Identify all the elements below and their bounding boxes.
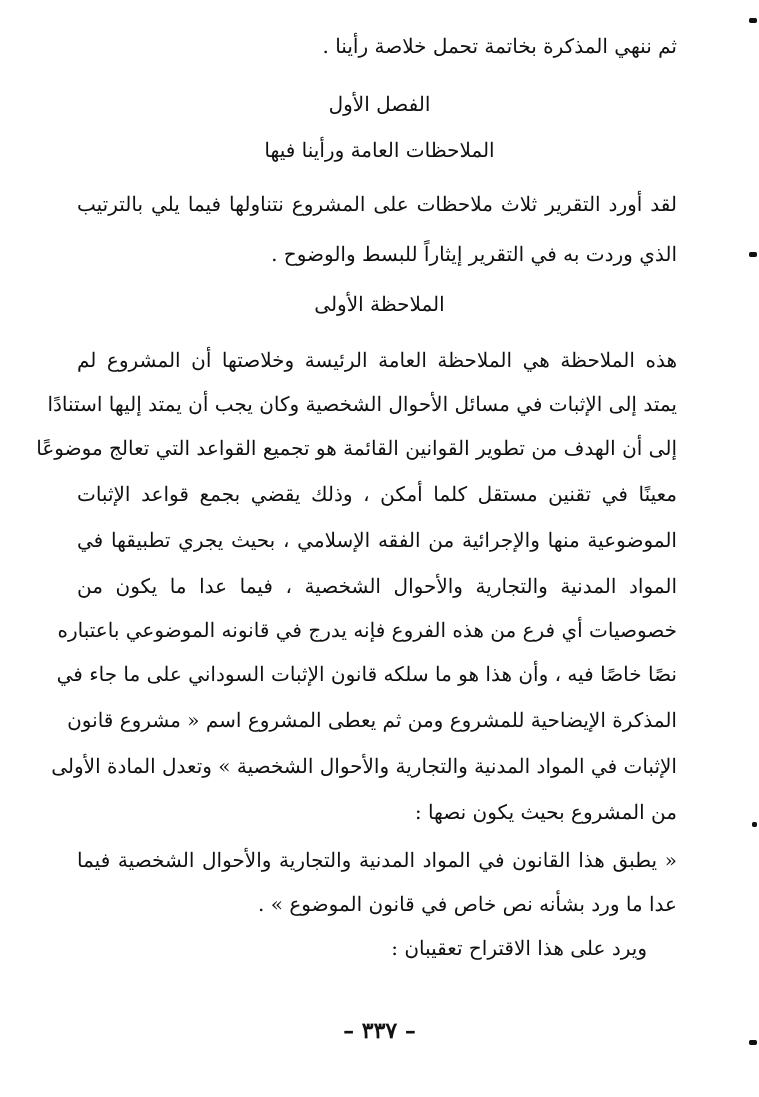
scan-mark [749, 252, 757, 257]
chapter-subtitle: الملاحظات العامة ورأينا فيها [264, 138, 495, 162]
scan-mark [749, 18, 757, 23]
section-title: الملاحظة الأولى [314, 292, 445, 316]
paragraph-line: لقد أورد التقرير ثلاث ملاحظات على المشروع نتناولها فيما يلي بالترتيب [77, 192, 677, 216]
quote-line: عدا ما ورد بشأنه نص خاص في قانون الموضوع » . [258, 892, 677, 916]
paragraph-line: هذه الملاحظة هي الملاحظة العامة الرئيسة وخلاصتها أن المشروع لم [77, 348, 677, 372]
scan-mark [749, 1040, 757, 1045]
paragraph-line: نصًا خاصًا فيه ، وأن هذا هو ما سلكه قانون الإثبات السوداني على ما جاء في [56, 662, 677, 686]
paragraph-line: الإثبات في المواد المدنية والتجارية والأحوال الشخصية » وتعدل المادة الأولى [51, 754, 677, 778]
paragraph-line: يمتد إلى الإثبات في مسائل الأحوال الشخصية وكان يجب أن يمتد إليها استنادًا [47, 392, 677, 416]
scan-mark [752, 822, 757, 827]
closing-line: ويرد على هذا الاقتراح تعقيبان : [391, 936, 647, 960]
page-number: – ٣٣٧ – [343, 1018, 416, 1044]
paragraph-line: إلى أن الهدف من تطوير القوانين القائمة هو تجميع القواعد التي تعالج موضوعًا [36, 436, 677, 460]
paragraph-line: معينًا في تقنين مستقل كلما أمكن ، وذلك يقضي بجمع قواعد الإثبات [77, 482, 677, 506]
paragraph-line: الموضوعية منها والإجرائية من الفقه الإسلامي ، بحيث يجري تطبيقها في [77, 528, 677, 552]
paragraph-line: المذكرة الإيضاحية للمشروع ومن ثم يعطى المشروع اسم « مشروع قانون [67, 708, 677, 732]
chapter-title: الفصل الأول [328, 92, 431, 116]
intro-line: ثم ننهي المذكرة بخاتمة تحمل خلاصة رأينا . [322, 34, 677, 58]
paragraph-line: المواد المدنية والتجارية والأحوال الشخصية ، فيما عدا ما يكون من [77, 574, 677, 598]
quote-line: « يطبق هذا القانون في المواد المدنية والتجارية والأحوال الشخصية فيما [77, 848, 677, 872]
paragraph-line: الذي وردت به في التقرير إيثاراً للبسط والوضوح . [271, 242, 677, 266]
paragraph-line: من المشروع بحيث يكون نصها : [414, 800, 677, 824]
paragraph-line: خصوصيات أي فرع من هذه الفروع فإنه يدرج في قانونه الموضوعي باعتباره [57, 618, 677, 642]
